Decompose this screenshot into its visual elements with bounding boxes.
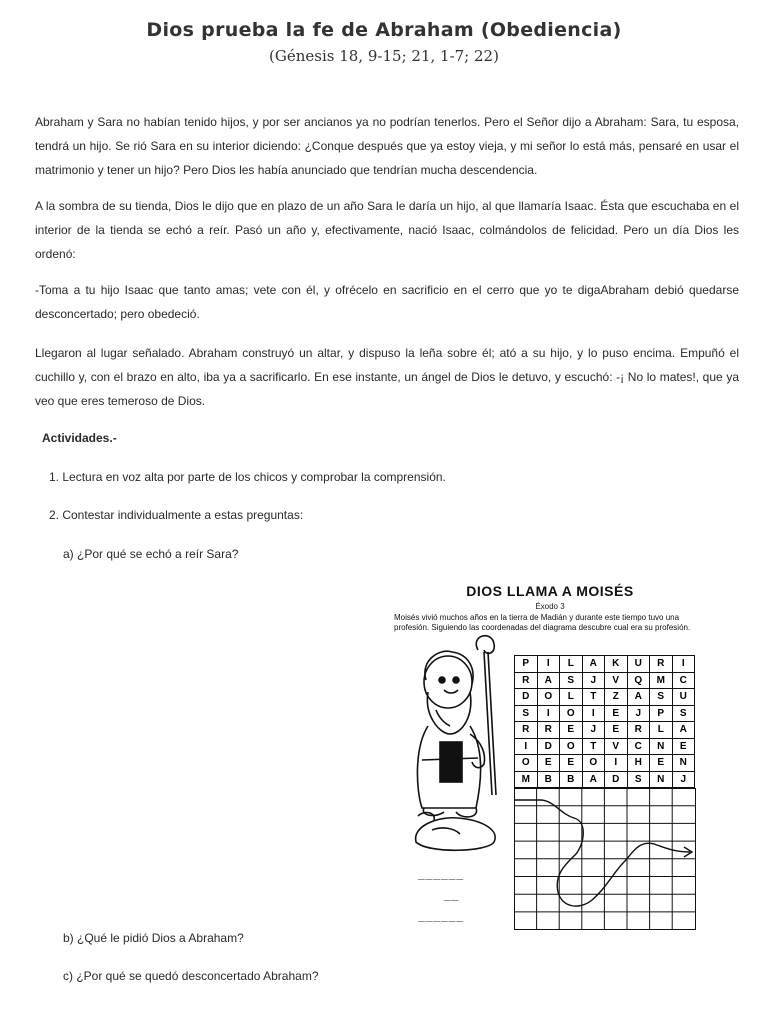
grid-cell: A (583, 772, 606, 789)
grid-cell: B (538, 772, 561, 789)
grid-cell: D (538, 739, 561, 756)
grid-cell: Z (605, 689, 628, 706)
coordinate-maze (514, 788, 696, 930)
letter-grid (514, 655, 695, 788)
grid-cell: R (650, 656, 673, 673)
grid-cell: E (605, 706, 628, 723)
paragraph-4: Llegaron al lugar señalado. Abraham construyó un altar, y dispuso la leña sobre él; ató a su hijo, y lo puso encima. Empuñó el cuchillo y, con el brazo en alto, iba ya a sacrificarlo. En ese instante, un ángel de Dios le detuvo, y escuchó: -¡ No lo mates!, que ya veo que eres temeroso de Dios. (35, 346, 739, 408)
grid-cell: I (538, 656, 561, 673)
grid-cell: E (560, 722, 583, 739)
grid-cell: C (673, 673, 696, 690)
grid-cell: M (650, 673, 673, 690)
grid-cell: H (628, 755, 651, 772)
grid-cell: S (560, 673, 583, 690)
grid-cell: V (605, 739, 628, 756)
worksheet-reference: Éxodo 3 (535, 602, 565, 611)
grid-cell: D (605, 772, 628, 789)
grid-cell: R (515, 673, 538, 690)
question-a: a) ¿Por qué se echó a reír Sara? (63, 547, 239, 561)
grid-cell: O (538, 689, 561, 706)
activity-item-1: 1. Lectura en voz alta por parte de los chicos y comprobar la comprensión. (49, 470, 446, 484)
grid-cell: E (673, 739, 696, 756)
answer-blank-2: __ (444, 888, 460, 902)
grid-cell: Q (628, 673, 651, 690)
grid-cell: I (583, 706, 606, 723)
answer-blank-3: ______ (418, 909, 465, 923)
grid-cell: S (628, 772, 651, 789)
rock-illustration (408, 808, 504, 854)
grid-cell: S (515, 706, 538, 723)
grid-cell: O (560, 706, 583, 723)
grid-cell: K (605, 656, 628, 673)
worksheet-instructions: Moisés vivió muchos años en la tierra de Madián y durante este tiempo tuvo una profesión. Siguiendo las coordenadas del diagrama descubre cual era su profesión. (394, 613, 691, 632)
activity-item-2: 2. Contestar individualmente a estas preguntas: (49, 508, 304, 522)
grid-cell: I (515, 739, 538, 756)
grid-cell: I (605, 755, 628, 772)
question-c: c) ¿Por qué se quedó desconcertado Abraham? (63, 969, 319, 983)
grid-cell: J (673, 772, 696, 789)
grid-cell: R (628, 722, 651, 739)
grid-cell: S (673, 706, 696, 723)
grid-cell: I (538, 706, 561, 723)
grid-cell: U (628, 656, 651, 673)
grid-cell: J (628, 706, 651, 723)
grid-cell: M (515, 772, 538, 789)
grid-cell: N (673, 755, 696, 772)
question-b: b) ¿Qué le pidió Dios a Abraham? (63, 931, 244, 945)
grid-cell: J (583, 722, 606, 739)
grid-cell: T (583, 689, 606, 706)
grid-cell: A (538, 673, 561, 690)
grid-cell: L (560, 689, 583, 706)
grid-cell: T (583, 739, 606, 756)
grid-cell: P (650, 706, 673, 723)
grid-cell: E (605, 722, 628, 739)
answer-blank-1: ______ (418, 867, 465, 881)
grid-cell: O (515, 755, 538, 772)
grid-cell: J (583, 673, 606, 690)
grid-cell: I (673, 656, 696, 673)
worksheet-title: DIOS LLAMA A MOISÉS (466, 583, 634, 599)
grid-cell: C (628, 739, 651, 756)
grid-cell: U (673, 689, 696, 706)
document-subtitle: (Génesis 18, 9-15; 21, 1-7; 22) (269, 47, 499, 65)
grid-cell: O (560, 739, 583, 756)
grid-cell: E (538, 755, 561, 772)
grid-cell: R (515, 722, 538, 739)
grid-cell: A (583, 656, 606, 673)
grid-cell: A (673, 722, 696, 739)
document-title: Dios prueba la fe de Abraham (Obediencia) (146, 19, 622, 41)
grid-cell: N (650, 739, 673, 756)
grid-cell: E (650, 755, 673, 772)
grid-cell: A (628, 689, 651, 706)
grid-cell: L (560, 656, 583, 673)
grid-cell: N (650, 772, 673, 789)
grid-cell: P (515, 656, 538, 673)
paragraph-3: -Toma a tu hijo Isaac que tanto amas; vete con él, y ofrécelo en sacrificio en el cerro que yo te digaAbraham debió quedarse desconcertado; pero obedeció. (35, 283, 739, 321)
grid-cell: D (515, 689, 538, 706)
paragraph-1: Abraham y Sara no habían tenido hijos, y por ser ancianos ya no podrían tenerlos. Pero el Señor dijo a Abraham: Sara, tu esposa, tendrá un hijo. Se rió Sara en su interior diciendo: ¿Conque después que ya estoy vieja, y mi señor lo está más, pensaré en usar el matrimonio y tener un hijo? Pero Dios les había anunciado que tendrían mucha descendencia. (35, 115, 739, 177)
activities-heading: Actividades.- (42, 431, 117, 445)
grid-cell: O (583, 755, 606, 772)
grid-cell: B (560, 772, 583, 789)
grid-cell: L (650, 722, 673, 739)
worksheet-image (392, 580, 708, 938)
grid-cell: E (560, 755, 583, 772)
paragraph-2: A la sombra de su tienda, Dios le dijo que en plazo de un año Sara le daría un hijo, al que llamaría Isaac. Ésta que escuchaba en el interior de la tienda se echó a reír. Pasó un año y, efectivamente, nació Isaac, colmándolos de felicidad. Pero un día Dios les ordenó: (35, 199, 739, 261)
grid-cell: V (605, 673, 628, 690)
grid-cell: R (538, 722, 561, 739)
grid-cell: S (650, 689, 673, 706)
